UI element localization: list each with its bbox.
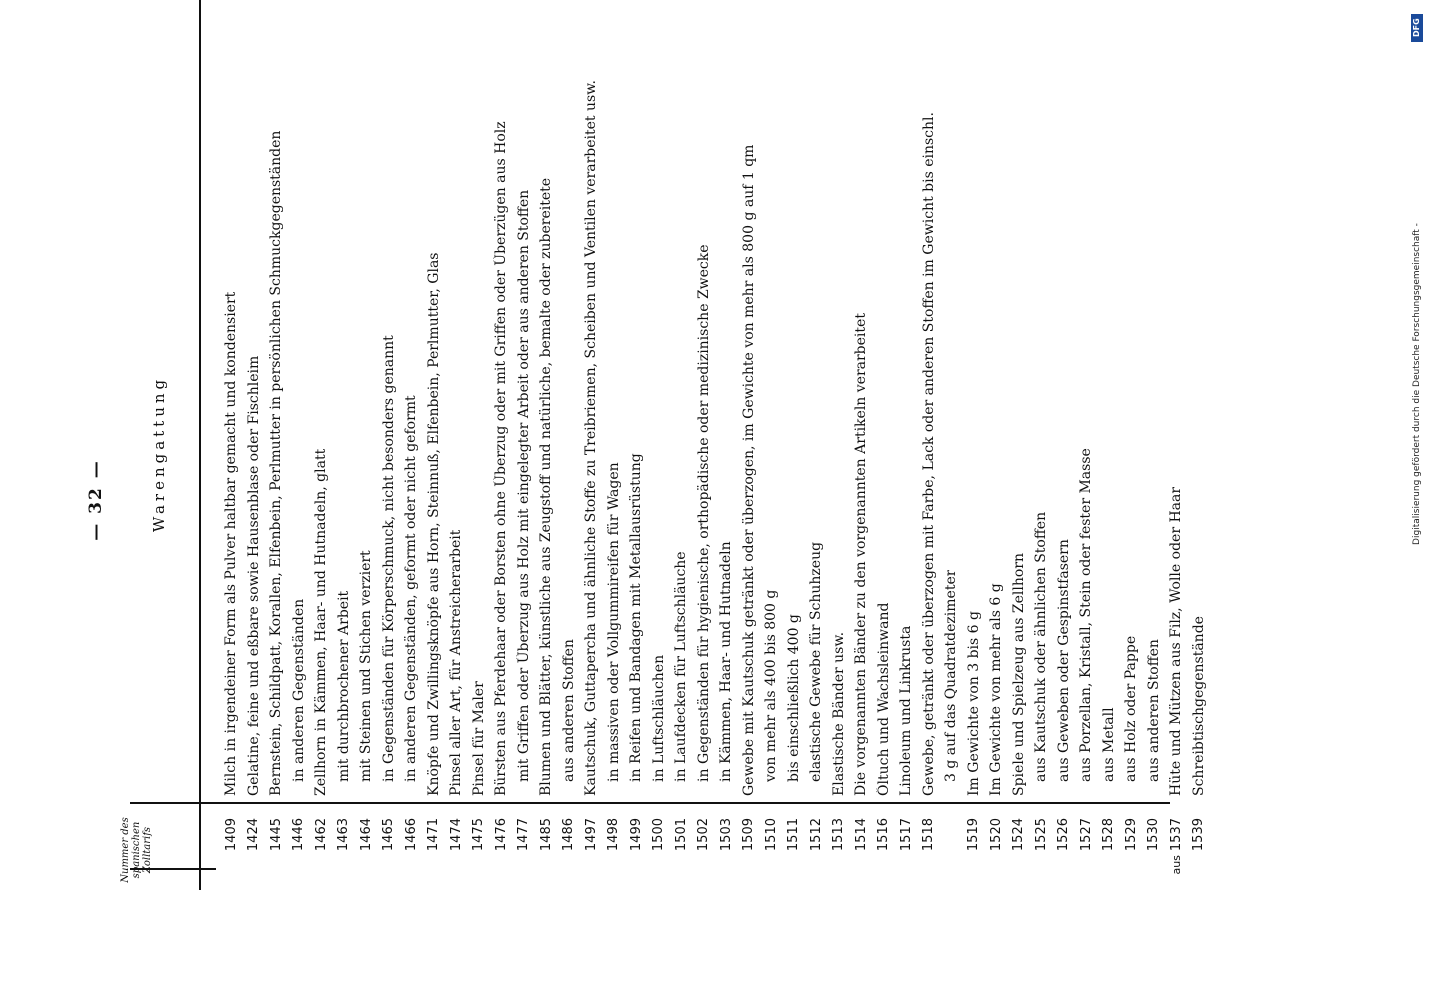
- tariff-number: [966, 810, 981, 890]
- table-row: [220, 10, 243, 890]
- tariff-number: [449, 810, 464, 890]
- table-row: [738, 10, 761, 890]
- column-header-tariff-number: Nummer des spanischen Zolltarifs: [120, 817, 153, 883]
- tariff-number-value: 1424: [246, 818, 262, 852]
- tariff-number: [854, 810, 869, 890]
- table-row: [985, 10, 1008, 890]
- tariff-number: [1191, 810, 1206, 890]
- table-row: [918, 10, 941, 890]
- goods-description: in anderen Gegenständen, geformt oder nicht geformt: [403, 395, 420, 782]
- tariff-table: [220, 10, 1210, 890]
- goods-description: Die vorgenannten Bänder zu den vorgenannten Artikeln verarbeitet: [853, 313, 870, 796]
- page-number: — 32 —: [86, 459, 106, 541]
- tariff-number-value: 1466: [403, 818, 419, 852]
- tariff-number: [719, 810, 734, 890]
- goods-description: Kautschuk, Guttapercha und ähnliche Stoffe zu Treibriemen, Scheiben und Ventilen verarbeitet usw.: [583, 80, 600, 796]
- tariff-number-value: 1446: [291, 818, 307, 852]
- table-row: [310, 10, 333, 890]
- tariff-number-value: 1497: [583, 818, 599, 852]
- table-row: [400, 10, 423, 890]
- dfg-logo: DFG: [1411, 14, 1423, 42]
- tariff-number-value: 1510: [763, 818, 779, 852]
- goods-description: in Reifen und Bandagen mit Metallausrüstung: [628, 453, 645, 782]
- tariff-number: [584, 810, 599, 890]
- goods-description: bis einschließlich 400 g: [785, 614, 802, 782]
- table-row: [850, 10, 873, 890]
- tariff-number-value: 1465: [381, 818, 397, 852]
- goods-description: Zellhorn in Kämmen, Haar- und Hutnadeln, glatt: [313, 448, 330, 796]
- tariff-number: [381, 810, 396, 890]
- tariff-number: [291, 810, 306, 890]
- table-row: [378, 10, 401, 890]
- header-bottom-rule: [199, 0, 201, 890]
- table-row: [558, 10, 581, 890]
- table-row: [468, 10, 491, 890]
- tariff-number: [741, 810, 756, 890]
- tariff-number-value: 1516: [876, 818, 892, 852]
- table-row: [1165, 10, 1188, 890]
- tariff-number: [516, 810, 531, 890]
- table-row: [963, 10, 986, 890]
- table-row: [648, 10, 671, 890]
- tariff-number: [786, 810, 801, 890]
- table-row: [693, 10, 716, 890]
- table-row: [828, 10, 851, 890]
- table-row: [760, 10, 783, 890]
- table-row: [805, 10, 828, 890]
- goods-description: elastische Gewebe für Schuhzeug: [808, 541, 825, 782]
- tariff-number-value: 1509: [741, 818, 757, 852]
- table-row: [715, 10, 738, 890]
- goods-description: Gewebe mit Kautschuk getränkt oder überzogen, im Gewichte von mehr als 800 g auf 1 qm: [740, 144, 757, 796]
- tariff-number-value: 1512: [808, 818, 824, 852]
- tariff-number: [1101, 810, 1116, 890]
- tariff-number-value: 1530: [1146, 818, 1162, 852]
- goods-description: in Gegenständen für Körperschmuck, nicht besonders genannt: [380, 335, 397, 782]
- table-row: [535, 10, 558, 890]
- tariff-number: [989, 810, 1004, 890]
- tariff-number: [1011, 810, 1026, 890]
- goods-description: in Kämmen, Haar- und Hutnadeln: [718, 541, 735, 782]
- tariff-number-value: 1485: [538, 818, 554, 852]
- tariff-number-value: 1539: [1191, 818, 1207, 852]
- tariff-number-value: 1527: [1078, 818, 1094, 852]
- tariff-number: [269, 810, 284, 890]
- tariff-number: [404, 810, 419, 890]
- goods-description: in massiven oder Vollgummireifen für Wagen: [605, 462, 622, 782]
- goods-description: Schreibtischgegenstände: [1190, 616, 1207, 796]
- tariff-number: [224, 810, 239, 890]
- tariff-number-value: 1501: [673, 818, 689, 852]
- goods-description: Knöpfe und Zwillingsknöpfe aus Horn, Steinnuß, Elfenbein, Perlmutter, Glas: [425, 252, 442, 796]
- goods-description: Elastische Bänder usw.: [830, 631, 847, 796]
- tariff-number-value: 1476: [493, 818, 509, 852]
- header-divider-left: [130, 868, 216, 870]
- goods-description: in Luftschläuchen: [650, 654, 667, 782]
- goods-description: Gelatine, feine und eßbare sowie Hausenblase oder Fischleim: [245, 355, 262, 796]
- tariff-number: [764, 810, 779, 890]
- tariff-number-value: 1514: [853, 818, 869, 852]
- table-row: [1030, 10, 1053, 890]
- credit-text: Digitalisierung gefördert durch die Deutsche Forschungsgemeinschaft -: [1412, 223, 1422, 545]
- table-row: [1188, 10, 1211, 890]
- tariff-number-value: 1463: [336, 818, 352, 852]
- goods-description: aus anderen Stoffen: [1145, 639, 1162, 782]
- goods-description: aus Porzellan, Kristall, Stein oder fester Masse: [1078, 448, 1095, 782]
- tariff-number: [1056, 810, 1071, 890]
- table-row: [783, 10, 806, 890]
- goods-description: aus Holz oder Pappe: [1123, 635, 1140, 782]
- table-row: [940, 10, 963, 890]
- tariff-number-value: 1526: [1056, 818, 1072, 852]
- table-row: [670, 10, 693, 890]
- tariff-number: [606, 810, 621, 890]
- tariff-number-value: 1462: [313, 818, 329, 852]
- goods-description: aus Metall: [1100, 707, 1117, 782]
- table-row: [1120, 10, 1143, 890]
- tariff-number-prefix: aus: [1169, 855, 1183, 875]
- tariff-number: [876, 810, 891, 890]
- tariff-number: [1124, 810, 1139, 890]
- tariff-number: [674, 810, 689, 890]
- tariff-number-value: 1498: [606, 818, 622, 852]
- digitization-credit: [1404, 4, 1430, 994]
- tariff-number: [246, 810, 261, 890]
- goods-description: Blumen und Blätter, künstliche aus Zeugstoff und natürliche, bemalte oder zubereitete: [538, 177, 555, 796]
- table-row: [580, 10, 603, 890]
- tariff-number-value: 1513: [831, 818, 847, 852]
- tariff-number: [899, 810, 914, 890]
- table-row: [603, 10, 626, 890]
- goods-description: mit Steinen und Stichen verziert: [358, 550, 375, 782]
- tariff-number-value: 1520: [988, 818, 1004, 852]
- tariff-number: [629, 810, 644, 890]
- goods-description: Hüte und Mützen aus Filz, Wolle oder Haar: [1168, 486, 1185, 796]
- goods-description: 3 g auf das Quadratdezimeter: [943, 569, 960, 782]
- tariff-number-value: 1519: [966, 818, 982, 852]
- table-row: [1008, 10, 1031, 890]
- goods-description: aus anderen Stoffen: [560, 639, 577, 782]
- table-row: [423, 10, 446, 890]
- goods-description: in anderen Gegenständen: [290, 598, 307, 782]
- tariff-number-value: 1409: [223, 818, 239, 852]
- tariff-number-value: 1475: [471, 818, 487, 852]
- column-header-goods: Warengattung: [150, 375, 168, 533]
- tariff-number-value: 1518: [921, 818, 937, 852]
- table-row: [355, 10, 378, 890]
- tariff-number: [1146, 810, 1161, 890]
- tariff-number-value: 1529: [1123, 818, 1139, 852]
- table-row: [333, 10, 356, 890]
- tariff-number-value: 1525: [1033, 818, 1049, 852]
- tariff-number-value: 1499: [628, 818, 644, 852]
- tariff-number: [471, 810, 486, 890]
- goods-description: in Gegenständen für hygienische, orthopädische oder medizinische Zwecke: [695, 244, 712, 782]
- table-row: [895, 10, 918, 890]
- goods-description: Öltuch und Wachsleinwand: [875, 602, 892, 796]
- tariff-number-value: 1528: [1101, 818, 1117, 852]
- tariff-number: [1169, 810, 1184, 890]
- goods-description: Im Gewichte von mehr als 6 g: [988, 583, 1005, 796]
- tariff-number: [1034, 810, 1049, 890]
- table-row: [490, 10, 513, 890]
- table-row: [288, 10, 311, 890]
- table-row: [1143, 10, 1166, 890]
- tariff-number-value: 1471: [426, 818, 442, 852]
- tariff-number: [539, 810, 554, 890]
- tariff-number: [426, 810, 441, 890]
- tariff-number-value: 1511: [786, 818, 802, 852]
- tariff-number: [561, 810, 576, 890]
- goods-description: Milch in irgendeiner Form als Pulver haltbar gemacht und kondensiert: [223, 291, 240, 796]
- table-row: [1075, 10, 1098, 890]
- table-row: [243, 10, 266, 890]
- tariff-number: [494, 810, 509, 890]
- tariff-number-value: 1500: [651, 818, 667, 852]
- table-row: [1053, 10, 1076, 890]
- goods-description: Linoleum und Linkrusta: [898, 625, 915, 796]
- goods-description: Im Gewichte von 3 bis 6 g: [965, 611, 982, 796]
- tariff-number: [921, 810, 936, 890]
- goods-description: Pinsel für Maler: [470, 681, 487, 796]
- tariff-number-value: 1477: [516, 818, 532, 852]
- goods-description: Bernstein, Schildpatt, Korallen, Elfenbein, Perlmutter in persönlichen Schmuckgegenständen: [268, 130, 285, 796]
- tariff-number-value: 1474: [448, 818, 464, 852]
- tariff-number: [359, 810, 374, 890]
- goods-description: aus Kautschuk oder ähnlichen Stoffen: [1033, 511, 1050, 782]
- tariff-number: [651, 810, 666, 890]
- table-row: [873, 10, 896, 890]
- goods-description: Spiele und Spielzeug aus Zellhorn: [1010, 553, 1027, 796]
- goods-description: Bürsten aus Pferdehaar oder Borsten ohne Überzug oder mit Griffen oder Überzügen aus Holz: [493, 121, 510, 796]
- goods-description: mit Griffen oder Überzug aus Holz mit eingelegter Arbeit oder aus anderen Stoffen: [515, 189, 532, 782]
- goods-description: mit durchbrochener Arbeit: [335, 590, 352, 782]
- tariff-number-value: 1445: [268, 818, 284, 852]
- tariff-number-value: 1464: [358, 818, 374, 852]
- goods-description: Gewebe, getränkt oder überzogen mit Farbe, Lack oder anderen Stoffen im Gewicht bis einschl.: [920, 112, 937, 796]
- tariff-number: [696, 810, 711, 890]
- goods-description: Pinsel aller Art, für Anstreicherarbeit: [448, 529, 465, 796]
- tariff-number: [314, 810, 329, 890]
- tariff-number-value: 1517: [898, 818, 914, 852]
- tariff-number: [336, 810, 351, 890]
- tariff-number: [809, 810, 824, 890]
- goods-description: von mehr als 400 bis 800 g: [763, 589, 780, 782]
- tariff-number-value: 1486: [561, 818, 577, 852]
- table-row: [445, 10, 468, 890]
- tariff-number: [831, 810, 846, 890]
- tariff-number-value: 1537: [1168, 818, 1184, 852]
- table-row: [265, 10, 288, 890]
- tariff-number: [1079, 810, 1094, 890]
- tariff-number-value: 1524: [1011, 818, 1027, 852]
- goods-description: in Laufdecken für Luftschläuche: [673, 551, 690, 782]
- tariff-number-value: 1503: [718, 818, 734, 852]
- tariff-number-value: 1502: [696, 818, 712, 852]
- table-row: [625, 10, 648, 890]
- table-row: [1098, 10, 1121, 890]
- goods-description: aus Geweben oder Gespinstfasern: [1055, 539, 1072, 782]
- table-row: [513, 10, 536, 890]
